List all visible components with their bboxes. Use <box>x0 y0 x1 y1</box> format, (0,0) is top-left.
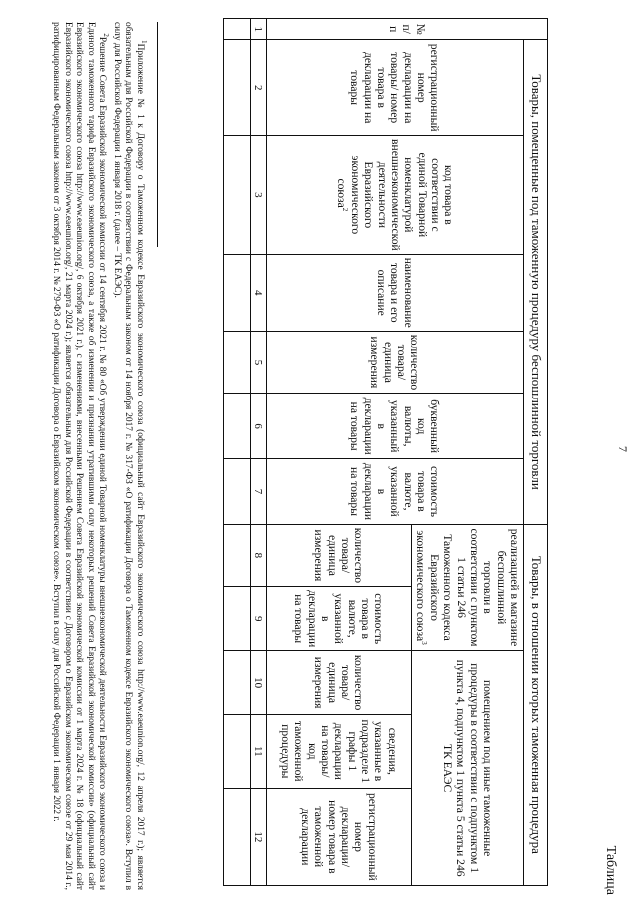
header-realized-quantity: количество товара/ единица измерения <box>266 524 411 586</box>
empty-cell <box>223 19 250 40</box>
table-caption: Таблица <box>603 845 618 895</box>
footnote-2: $^2$Решение Совета Евразийской экономической комиссии от 14 сентября 2021 г. № 80 «Об утверждении единой Товарной номенклатуры внешнеэкономической деятельности Евразийского экономического союза и Единого таможенного тарифа Евразийского экономического союза, а также об изменении и признании утратившими силу некоторых решений Совета Евразийской экономической комиссии» (официальный сайт Евразийского экономического союза http://www.eaeunion.org/, 6 октября 2021 г.), с изменениями, внесенными Решением Совета Евразийской экономической комиссии от 1 марта 2024 г. № 18 (официальный сайт Евразийского экономического союза http://www.eaeunion.org/, 21 марта 2024 г.); является обязательным для Российской Федерации в соответствии с Договором о Евразийском экономическом союзе от 29 мая 2014 г., ратифицированным Федеральным законом от 3 октября 2014 г. № 279-ФЗ «О ратификации Договора о Евразийском экономическом союзе». Вступил в силу для Российской Федерации 1 января 2022 г. <box>51 22 111 890</box>
header-group-left: Товары, помещенные под таможенную процедуру беспошлинной торговли <box>524 40 548 524</box>
header-value: стоимость товара в валюте, указанной в декларации на товары <box>266 459 523 525</box>
empty-cell <box>223 394 250 459</box>
empty-cell <box>223 587 250 651</box>
column-number: 11 <box>250 714 266 788</box>
footnote-1: $^1$Приложение № 1 к Договору о Таможенном кодексе Евразийского экономического союза (официальный сайт Евразийского экономического союза http://www.eaeunion.org/, 12 апреля 2017 г.); является обязательным для Российской Федерации в соответствии с Федеральным законом от 14 ноября 2017 г. № 317-ФЗ «О ратификации Договора о Таможенном кодексе Евразийского экономического союза». Вступил в силу для Российской Федерации 1 января 2018 г. (далее – ТК ЕАЭС). <box>111 22 148 890</box>
column-number: 3 <box>250 136 266 255</box>
header-row-number: № п/п <box>266 19 547 40</box>
empty-cell <box>223 459 250 525</box>
column-number: 5 <box>250 331 266 393</box>
column-number: 4 <box>250 254 266 331</box>
column-number: 6 <box>250 394 266 459</box>
header-other-quantity: количество товара/ единица измерения <box>266 651 411 715</box>
header-registration-number: регистрационный номер декларации/номер товара в таможенной декларации <box>266 788 411 885</box>
column-number: 1 <box>250 19 266 40</box>
header-other-procedures: помещением под иные таможенные процедуры в соответствии с подпунктом 1 пункта 4, подпунктом 1 пункта 5 статьи 246 ТК ЕАЭС <box>411 651 523 886</box>
header-group-right: Товары, в отношении которых таможенная процедура <box>524 524 548 885</box>
column-number: 7 <box>250 459 266 525</box>
column-number: 10 <box>250 651 266 715</box>
column-number: 2 <box>250 40 266 136</box>
empty-cell <box>223 788 250 885</box>
empty-cell <box>223 524 250 586</box>
column-number: 12 <box>250 788 266 885</box>
empty-cell <box>223 331 250 393</box>
column-number: 8 <box>250 524 266 586</box>
footnote-separator <box>157 22 158 247</box>
page-number: 7 <box>616 446 630 452</box>
header-product-name: наименование товара и его описание <box>266 254 523 331</box>
customs-table <box>223 18 548 886</box>
empty-cell <box>223 651 250 715</box>
header-realized-value: стоимость товара в валюте, указанной в декларации на товары <box>266 587 411 651</box>
header-currency-code: буквенный код валюты, указанный в декларации на товары <box>266 394 523 459</box>
header-quantity: количество товара/единица измерения <box>266 331 523 393</box>
empty-cell <box>223 714 250 788</box>
header-procedure-info: сведения, указанные в подразделе 1 графы 1 декларации на товары/код таможенной процедуры <box>266 714 411 788</box>
footnotes <box>50 22 148 890</box>
header-product-code: код товара в соответствии с единой Товарной номенклатурой внешнеэкономической деятельности Евразийского экономического союза$^2$ <box>266 136 523 255</box>
column-number: 9 <box>250 587 266 651</box>
empty-cell <box>223 254 250 331</box>
header-realized: реализацией в магазине беспошлинной торговли в соответствии с пунктом 1 статьи 246 Таможенного кодекса Евразийского экономического союза$^3$ <box>411 524 523 651</box>
empty-cell <box>223 40 250 136</box>
header-declaration-number: регистрационный номер декларации на товары/ номер товара в декларации на товары <box>266 40 523 136</box>
empty-cell <box>223 136 250 255</box>
